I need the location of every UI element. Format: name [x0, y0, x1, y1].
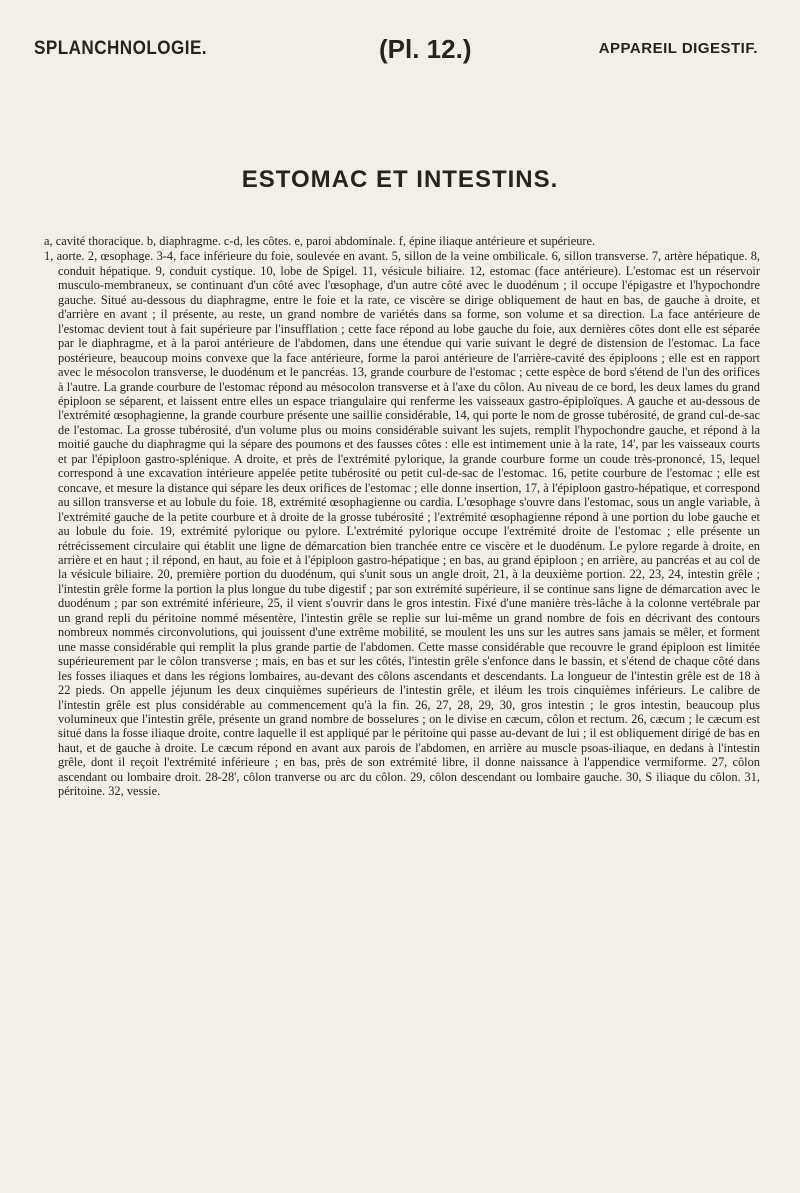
legend-paragraph-numbers: 1, aorte. 2, œsophage. 3-4, face inférieure du foie, soulevée en avant. 5, sillon de la veine ombilicale. 6, sillon transverse. 7, artère hépatique. 8, conduit hépatique. 9, conduit cystique. 10, lobe de Spigel. 11, vésicule biliaire. 12, estomac (face antérieure). L'estomac est un réservoir musculo-membraneux, se continuant d'un côté avec l'œsophage, d'un autre côté avec le duodénum ; il occupe l'épigastre et l'hypochondre gauche. Situé au-dessous du diaphragme, entre le foie et la rate, ce viscère se dirige obliquement de haut en bas, de gauche à droite, et d'arrière en avant ; il présente, au reste, un grand nombre de variétés dans sa forme, son volume et sa direction. La face antérieure de l'estomac devient tout à fait supérieure par l'insufflation ; cette face répond au lobe gauche du foie, aux dernières côtes dont elle est séparée par le diaphragme, et à la paroi antérieure de l'abdomen, dans une étendue qui varie suivant le degré de distension de l'estomac. La face postérieure, beaucoup moins convexe que la face antérieure, forme la paroi antérieure de l'arrière-cavité des épiploons ; elle est en rapport avec le mésocolon transverse, le duodénum et le pancréas. 13, grande courbure de l'estomac ; cette espèce de bord s'étend de l'un des orifices à l'autre. La grande courbure de l'estomac répond au mésocolon transverse et à l'axe du côlon. Au niveau de ce bord, les deux lames du grand épiploon se séparent, et laissent entre elles un espace triangulaire qui renferme les vaisseaux gastro-épiploïques. A gauche et au-dessous de l'extrémité œsophagienne, la grande courbure présente une saillie considérable, 14, qui porte le nom de grosse tubérosité, de grand cul-de-sac de l'estomac. La grosse tubérosité, d'un volume plus ou moins considérable suivant les sujets, remplit l'hypochondre gauche, et répond à la moitié gauche du diaphragme qui la sépare des poumons et des fausses côtes : elle est intimement unie à la rate, 14', par les vaisseaux courts et par l'épiploon gastro-splénique. A droite, et près de l'extrémité pylorique, la grande courbure forme un coude très-prononcé, 15, lequel correspond à une excavation intérieure appelée petite tubérosité ou petit cul-de-sac de l'estomac. 16, petite courbure de l'estomac ; elle est concave, et mesure la distance qui sépare les deux orifices de l'estomac ; elle donne insertion, 17, à l'épiploon gastro-hépatique, et correspond au sillon transverse et au lobule du foie. 18, extrémité œsophagienne ou cardia. L'œsophage s'ouvre dans l'estomac, sous un angle variable, à l'extrémité gauche de la petite courbure et à droite de la grosse tubérosité ; l'extrémité œsophagienne répond à une portion du lobe gauche et au lobule du foie. 19, extrémité pylorique ou pylore. L'extrémité pylorique occupe l'extrémité droite de l'estomac ; elle présente un rétrécissement circulaire qui établit une ligne de démarcation bien tranchée entre ce viscère et le duodénum. Le pylore regarde à droite, en arrière et en haut ; il répond, en haut, au foie et à l'épiploon gastro-hépatique ; en bas, au grand épiploon ; en arrière, au pancréas et au col de la vésicule biliaire. 20, première portion du duodénum, qui s'unit sous un angle droit, 21, à la deuxième portion. 22, 23, 24, intestin grêle ; l'intestin grêle forme la portion la plus longue du tube digestif ; par son extrémité supérieure, il se continue sans ligne de démarcation avec le duodénum ; par son extrémité inférieure, 25, il vient s'ouvrir dans le gros intestin. Fixé d'une manière très-lâche à la colonne vertébrale par un grand repli du péritoine nommé mésentère, l'intestin grêle se replie sur lui-même un grand nombre de fois en décrivant des contours nombreux nommés circonvolutions, qui jouissent d'une extrême mobilité, se moulent les uns sur les autres sans jamais se mêler, et forment une masse considérable qui remplit la plus grande partie de l'abdomen. Cette masse considérable que recouvre le grand épiploon est limitée supérieurement par le côlon transverse ; mais, en bas et sur les côtés, l'intestin grêle s'enfonce dans le bassin, et s'étend de chaque côté dans les fosses iliaques et dans les régions lombaires, au-devant des côlons ascendants et descendants. La longueur de l'intestin grêle est de 18 à 22 pieds. On appelle jéjunum les deux cinquièmes supérieurs de l'intestin grêle, et iléum les trois cinquièmes inférieurs. Le calibre de l'intestin grêle est plus considérable au commencement qu'à la fin. 26, 27, 28, 29, 30, gros intestin ; le gros intestin, beaucoup plus volumineux que l'intestin grêle, présente un grand nombre de bosselures ; on le divise en cæcum, côlon et rectum. 26, cæcum ; le cæcum est situé dans la fosse iliaque droite, contre laquelle il est appliqué par le péritoine qui passe au-devant de lui ; il est obliquement dirigé de bas en haut, et de gauche à droite. Le cæcum répond en avant aux parois de l'abdomen, en arrière au muscle psoas-iliaque, en dedans à l'intestin grêle, dont il reçoit l'extrémité inférieure ; en bas, près de son extrémité libre, il donne naissance à l'appendice vermiforme. 27, côlon ascendant ou lombaire droit. 28-28', côlon tranverse ou arc du côlon. 29, côlon descendant ou lombaire gauche. 30, S iliaque du côlon. 31, péritoine. 32, vessie. [44, 249, 760, 799]
page-header [34, 34, 766, 74]
plate-number: (Pl. 12.) [379, 34, 472, 64]
page-title: ESTOMAC ET INTESTINS. [241, 166, 559, 193]
section-heading: SPLANCHNOLOGIE. [34, 38, 208, 59]
legend-text [44, 234, 760, 799]
chapter-heading: APPAREIL DIGESTIF. [598, 40, 758, 57]
legend-paragraph-letters: a, cavité thoracique. b, diaphragme. c-d, les côtes. e, paroi abdominale. f, épine iliaque antérieure et supérieure. [44, 234, 596, 248]
